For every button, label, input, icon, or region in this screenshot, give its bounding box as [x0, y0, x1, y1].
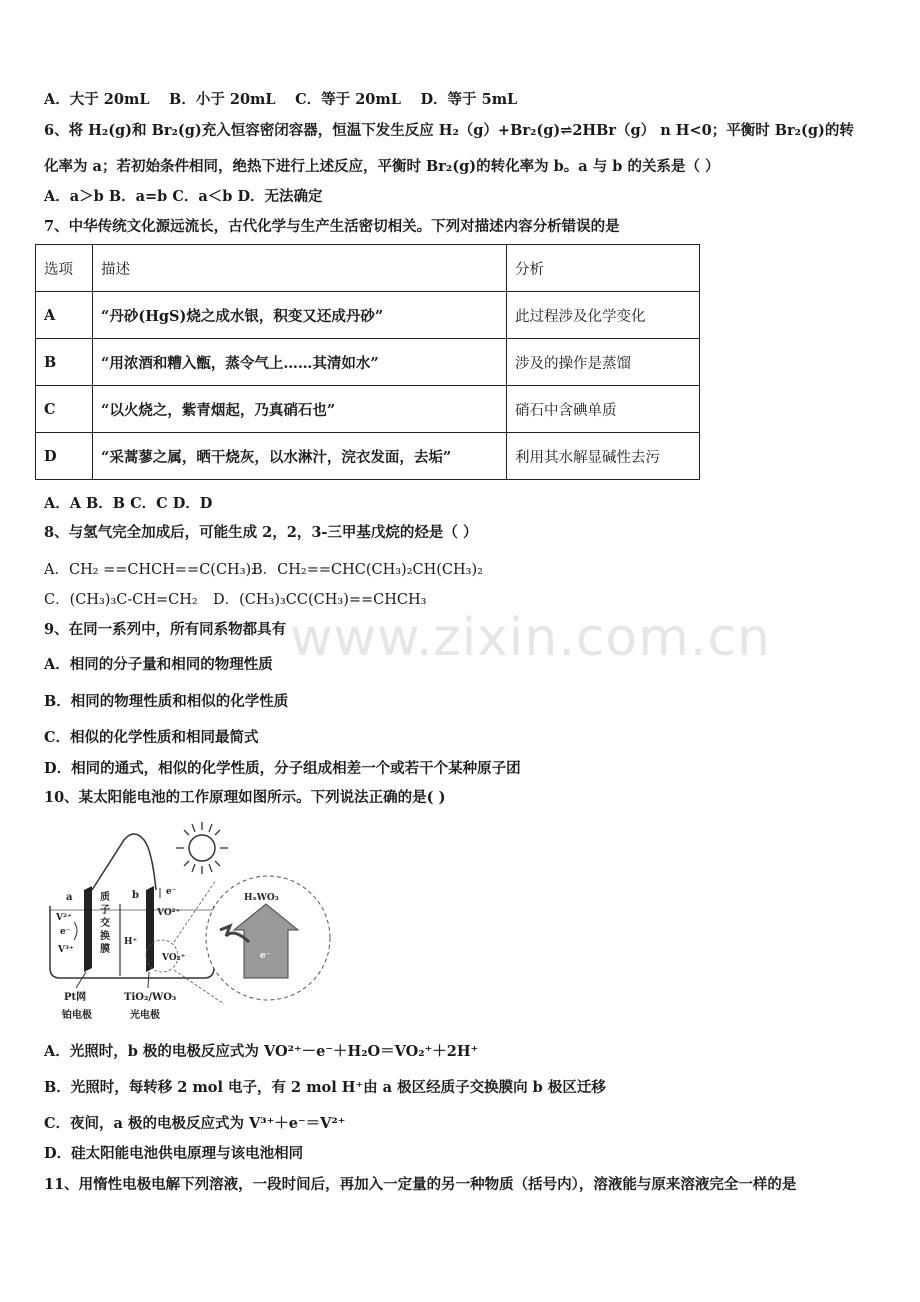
table-row [36, 339, 700, 386]
table-header-cell: 描述 [93, 245, 507, 292]
photo-electrode [146, 886, 154, 972]
table-cell-analysis: 利用其水解显碱性去污 [507, 433, 700, 480]
q7-stem: 7、中华传统文化源远流长，古代化学与生产生活密切相关。下列对描述内容分析错误的是 [44, 218, 620, 235]
electron-out-label: e⁻ [166, 887, 177, 897]
q10-stem: 10、某太阳能电池的工作原理如图所示。下列说法正确的是( ) [44, 789, 446, 806]
hxwo3-label: HₓWO₃ [244, 893, 279, 903]
table-header-cell: 分析 [507, 245, 700, 292]
table-cell-option: A [36, 292, 93, 339]
membrane-char: 子 [100, 905, 110, 916]
q10-option-a: A．光照时，b 极的电极反应式为 VO²⁺－e⁻＋H₂O＝VO₂⁺＋2H⁺ [44, 1043, 479, 1060]
q9-stem: 9、在同一系列中，所有同系物都具有 [44, 621, 287, 638]
table-cell-analysis: 涉及的操作是蒸馏 [507, 339, 700, 386]
membrane-char: 质 [100, 892, 110, 903]
right-ion-vo2plus: VO₂⁺ [162, 953, 186, 963]
q8-option-a: A．CH₂ ==CHCH==C(CH₃)₂ [44, 562, 257, 578]
tio-label-2: 光电极 [130, 1010, 160, 1021]
table-cell-option: B [36, 339, 93, 386]
solar-cell-diagram [44, 818, 344, 1028]
label-b: b [132, 890, 139, 901]
q8-stem: 8、与氢气完全加成后，可能生成 2，2，3-三甲基戊烷的烃是（ ） [44, 524, 478, 541]
h-plus-label: H⁺ [124, 937, 138, 947]
table-header-cell: 选项 [36, 245, 93, 292]
q6-options: A．a＞b B．a=b C．a＜b D．无法确定 [44, 188, 323, 205]
q6-stem-line2: 化率为 a；若初始条件相同，绝热下进行上述反应，平衡时 Br₂(g)的转化率为 b。a 与 b 的关系是（ ） [44, 158, 720, 175]
table-cell-description: “丹砂(HgS)烧之成水银，积变又还成丹砂” [93, 292, 507, 339]
left-ion-v2: V²⁺ [56, 913, 72, 923]
left-ion-v3: V³⁺ [58, 945, 74, 955]
membrane-char: 交 [100, 918, 110, 929]
pt-label-1: Pt网 [64, 992, 87, 1003]
q10-option-b: B．光照时，每转移 2 mol 电子，有 2 mol H⁺由 a 极区经质子交换膜向 b 极区迁移 [44, 1079, 606, 1096]
q5-options: A．大于 20mL B．小于 20mL C．等于 20mL D．等于 5mL [44, 91, 518, 108]
label-a: a [66, 892, 73, 903]
q9-option-b: B．相同的物理性质和相似的化学性质 [44, 693, 289, 710]
table-cell-analysis: 此过程涉及化学变化 [507, 292, 700, 339]
q7-table [35, 244, 700, 480]
pt-label-2: 铂电极 [62, 1010, 92, 1021]
tio-label-1: TiO₂/WO₃ [124, 992, 177, 1003]
table-header-row [36, 245, 700, 292]
table-cell-description: “以火烧之，紫青烟起，乃真硝石也” [93, 386, 507, 433]
membrane-char: 膜 [100, 944, 110, 955]
table-cell-description: “采蒿蓼之属，晒干烧灰，以水淋汁，浣衣发面，去垢” [93, 433, 507, 480]
sun-icon [176, 822, 228, 874]
q10-option-d: D．硅太阳能电池供电原理与该电池相同 [44, 1145, 304, 1162]
q8-option-c: C．(CH₃)₃C-CH=CH₂ [44, 592, 198, 608]
table-cell-description: “用浓酒和糟入甑，蒸令气上……其清如水” [93, 339, 507, 386]
table-cell-option: D [36, 433, 93, 480]
q9-option-d: D．相同的通式，相似的化学性质，分子组成相差一个或若干个某种原子团 [44, 760, 521, 777]
table-row [36, 292, 700, 339]
q7-options: A．A B．B C．C D．D [44, 495, 213, 512]
q9-option-c: C．相似的化学性质和相同最简式 [44, 729, 259, 746]
membrane-char: 换 [100, 931, 110, 942]
external-wire [92, 834, 156, 890]
right-ion-vo2: VO²⁺ [157, 908, 181, 918]
q6-stem-line1: 6、将 H₂(g)和 Br₂(g)充入恒容密闭容器，恒温下发生反应 H₂（g）+Br₂(g)⇌2HBr（g） n H<0；平衡时 Br₂(g)的转 [44, 122, 854, 139]
watermark: www.zixin.com.cn [290, 608, 771, 668]
q10-option-c: C．夜间，a 极的电极反应式为 V³⁺＋e⁻＝V²⁺ [44, 1115, 346, 1132]
table-cell-analysis: 硝石中含碘单质 [507, 386, 700, 433]
q11-stem: 11、用惰性电极电解下列溶液，一段时间后，再加入一定量的另一种物质（括号内），溶液能与原来溶液完全一样的是 [44, 1176, 797, 1193]
left-electron: e⁻ [60, 927, 71, 937]
q8-option-d: D．(CH₃)₃CC(CH₃)==CHCH₃ [213, 592, 427, 608]
table-row [36, 386, 700, 433]
pt-electrode [84, 886, 92, 972]
table-cell-option: C [36, 386, 93, 433]
q9-option-a: A．相同的分子量和相同的物理性质 [44, 656, 273, 673]
arrow-electron-label: e⁻ [260, 951, 271, 961]
table-row [36, 433, 700, 480]
q8-option-b: B．CH₂==CHC(CH₃)₂CH(CH₃)₂ [252, 562, 483, 578]
